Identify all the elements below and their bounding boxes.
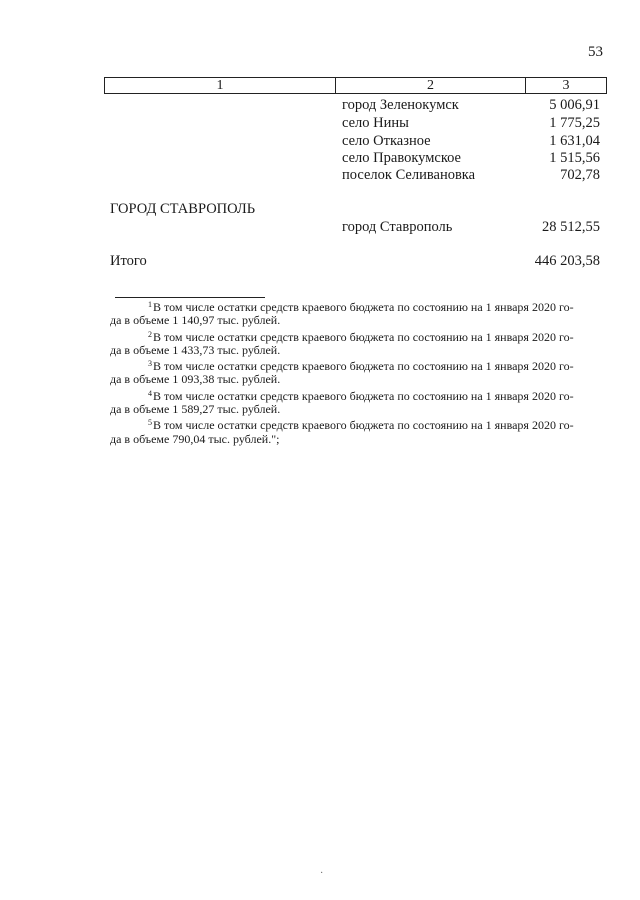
settlement-name: село Нины (342, 115, 409, 131)
footnote-text: В том числе остатки средств краевого бюджета по состоянию на 1 января 2020 го- (153, 359, 574, 374)
footnote-text: В том числе остатки средств краевого бюджета по состоянию на 1 января 2020 го- (153, 329, 574, 344)
region-heading-row (0, 200, 640, 218)
amount-value: 1 775,25 (549, 115, 600, 131)
settlement-name: село Отказное (342, 133, 431, 149)
footnote-text: В том числе остатки средств краевого бюджета по состоянию на 1 января 2020 го- (153, 300, 574, 314)
footnote-text: да в объеме 1 140,97 тыс. рублей. (110, 313, 281, 328)
total-amount: 446 203,58 (534, 253, 600, 269)
amount-value: 1 515,56 (549, 150, 600, 166)
footnote-text: да в объеме 1 589,27 тыс. рублей. (110, 402, 281, 417)
table-row (0, 166, 640, 184)
footnote (110, 328, 608, 358)
footnote-text: В том числе остатки средств краевого бюджета по состоянию на 1 января 2020 го- (153, 418, 574, 433)
column-number-3: 3 (562, 78, 570, 93)
footnote-text: да в объеме 1 093,38 тыс. рублей. (110, 372, 281, 387)
amount-value: 702,78 (560, 167, 600, 183)
total-row (0, 252, 640, 270)
amount-value: 28 512,55 (542, 219, 600, 235)
footnote-text: В том числе остатки средств краевого бюджета по состоянию на 1 января 2020 го- (153, 388, 574, 403)
footnote-mark: 4 (148, 388, 152, 398)
footnote-mark: 3 (148, 359, 152, 369)
table-row (0, 218, 640, 236)
total-label: Итого (110, 253, 147, 269)
footnote (110, 387, 608, 417)
footnote (110, 298, 608, 328)
amount-value: 5 006,91 (549, 97, 600, 113)
settlement-name: село Правокумское (342, 150, 461, 166)
table-row (0, 96, 640, 114)
footnote-mark: 5 (148, 418, 152, 428)
footnote-text: да в объеме 790,04 тыс. рублей."; (110, 431, 280, 446)
settlement-name: город Ставрополь (342, 219, 453, 235)
region-name: ГОРОД СТАВРОПОЛЬ (110, 201, 256, 217)
column-number-2: 2 (336, 78, 526, 93)
table-row (0, 114, 640, 132)
column-number-1: 1 (105, 78, 336, 93)
footnote-text: да в объеме 1 433,73 тыс. рублей. (110, 342, 281, 357)
table-column-header (104, 77, 607, 94)
footnote (110, 357, 608, 387)
settlement-name: поселок Селивановка (342, 167, 476, 183)
footnote-mark: 1 (148, 300, 152, 309)
scan-speck: · (320, 868, 324, 879)
footnote-mark: 2 (148, 329, 152, 339)
table-row (0, 132, 640, 150)
table-row (0, 149, 640, 167)
page-number: 53 (588, 44, 603, 60)
amount-value: 1 631,04 (549, 133, 600, 149)
footnote (110, 416, 608, 446)
settlement-name: город Зеленокумск (342, 97, 459, 113)
footnotes-block (110, 298, 608, 446)
